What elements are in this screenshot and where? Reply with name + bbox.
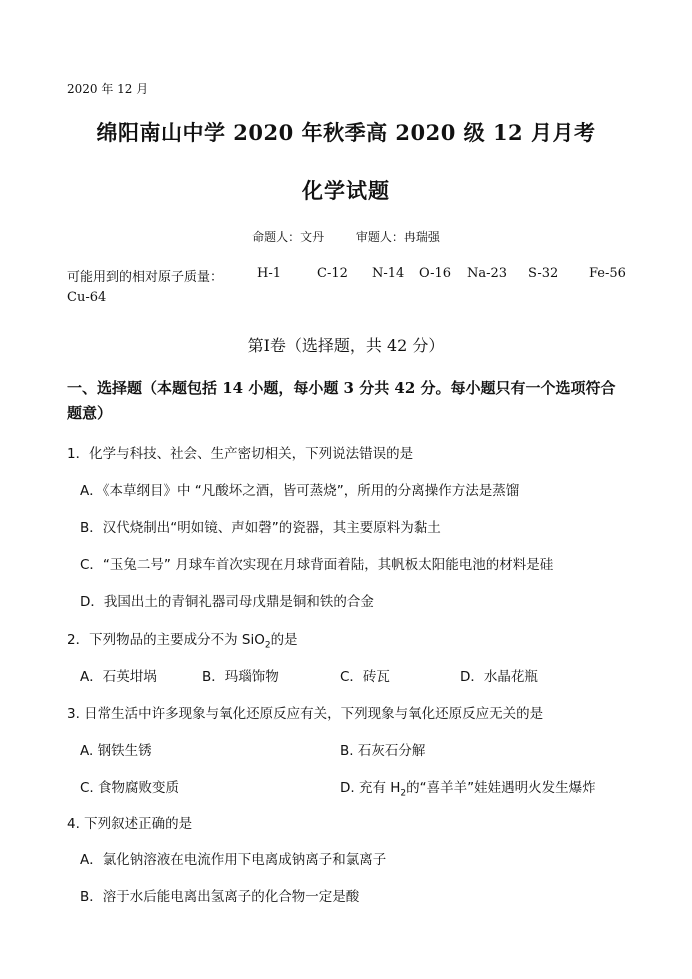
question-3-option-b: B. 石灰石分解	[340, 743, 426, 759]
question-3-option-d-suffix: 的“喜羊羊”娃娃遇明火发生爆炸	[406, 780, 596, 796]
exam-date: 2020 年 12 月	[67, 82, 149, 96]
question-1-option-d: D．我国出土的青铜礼器司母戊鼎是铜和铁的合金	[80, 594, 374, 610]
question-3-option-c: C. 食物腐败变质	[80, 780, 180, 796]
question-2-stem-suffix: 的是	[270, 632, 298, 648]
question-1-option-c: C．“玉兔二号” 月球车首次实现在月球背面着陆，其帆板太阳能电池的材料是硅	[80, 557, 554, 573]
exam-subject-title: 化学试题	[302, 178, 390, 203]
atomic-mass-item: Fe-56	[589, 266, 626, 281]
atomic-mass-item: H-1	[257, 266, 282, 281]
authors-line	[0, 228, 692, 245]
question-3-option-a: A. 钢铁生锈	[80, 743, 152, 759]
question-2-stem-text: 2．下列物品的主要成分不为 SiO	[67, 632, 265, 648]
question-2-option-b: B．玛瑙饰物	[202, 669, 279, 685]
question-1-option-a: A．《本草纲目》中 “凡酸坏之酒，皆可蒸烧”，所用的分离操作方法是蒸馏	[80, 483, 520, 499]
part-title: 第Ⅰ卷（选择题，共 42 分）	[247, 336, 445, 355]
question-4-stem: 4. 下列叙述正确的是	[67, 816, 193, 832]
atomic-mass-item: N-14	[372, 266, 405, 281]
section-heading-continued: 题意）	[67, 404, 113, 422]
question-1-stem: 1．化学与科技、社会、生产密切相关，下列说法错误的是	[67, 446, 414, 462]
section-heading: 一、选择题（本题包括 14 小题，每小题 3 分共 42 分。每小题只有一个选项符合	[67, 379, 616, 397]
atomic-masses-line	[67, 266, 627, 285]
atomic-masses-label: 可能用到的相对原子质量：	[67, 270, 224, 285]
question-3-option-d-text: D. 充有 H	[340, 780, 401, 796]
atomic-mass-item: C-12	[317, 266, 348, 281]
question-3-option-d	[340, 776, 596, 799]
atomic-mass-item: Na-23	[467, 266, 508, 281]
atomic-mass-item: S-32	[528, 266, 559, 281]
question-1-option-b: B．汉代烧制出“明如镜、声如磬”的瓷器，其主要原料为黏土	[80, 520, 441, 536]
author-label: 命题人：文丹	[252, 230, 325, 244]
question-2-option-a: A．石英坩埚	[80, 669, 157, 685]
exam-title: 绵阳南山中学 2020 年秋季高 2020 级 12 月月考	[96, 120, 596, 145]
question-2-option-c: C．砖瓦	[340, 669, 390, 685]
subscript: 2	[264, 640, 271, 651]
atomic-mass-item: Cu-64	[67, 290, 107, 305]
question-2-option-d: D．水晶花瓶	[460, 669, 538, 685]
reviewer-label: 审题人：冉瑞强	[355, 230, 440, 244]
question-3-stem: 3. 日常生活中许多现象与氧化还原反应有关，下列现象与氧化还原反应无关的是	[67, 706, 544, 722]
question-4-option-b: B．溶于水后能电离出氢离子的化合物一定是酸	[80, 889, 360, 905]
question-4-option-a: A．氯化钠溶液在电流作用下电离成钠离子和氯离子	[80, 852, 387, 868]
subscript: 2	[400, 788, 407, 799]
atomic-mass-item: O-16	[419, 266, 452, 281]
question-2-stem	[67, 628, 298, 651]
